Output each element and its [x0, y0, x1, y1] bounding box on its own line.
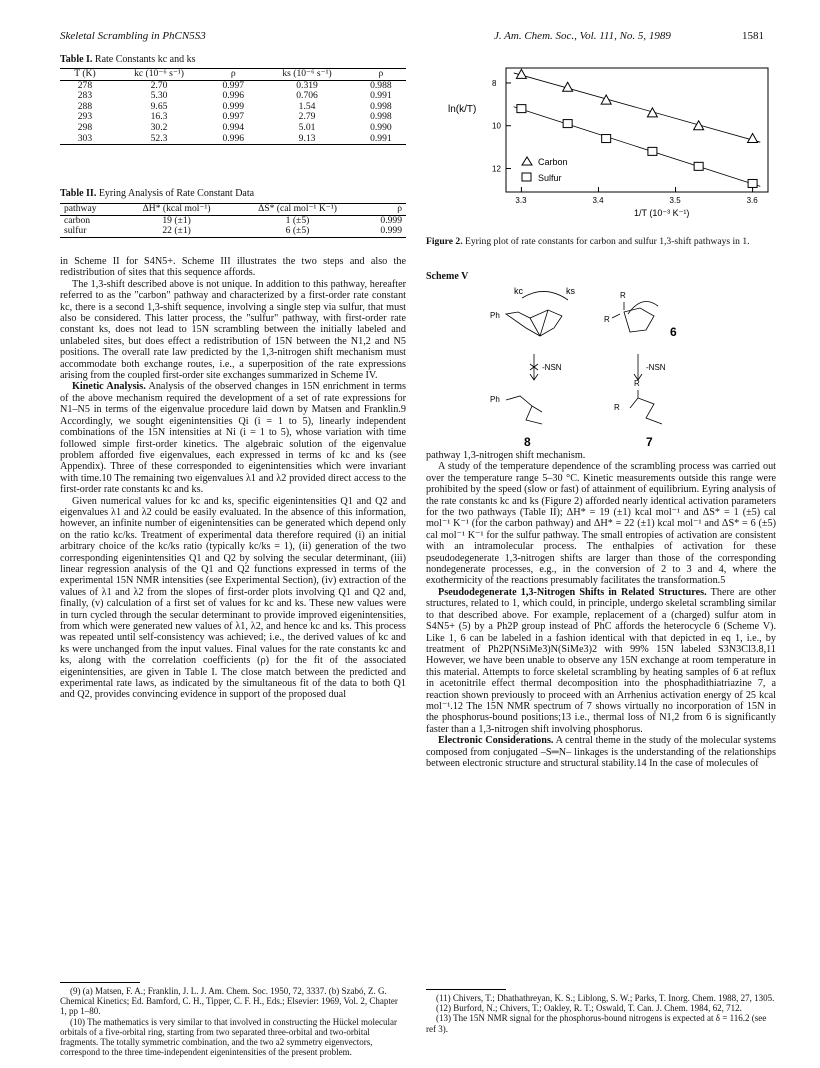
label-r-product-left: R — [614, 403, 620, 412]
table2 — [60, 203, 406, 238]
table-row — [60, 134, 406, 145]
footnote: (9) (a) Matsen, F. A.; Franklin, J. L. J. Am. Chem. Soc. 1950, 72, 3337. (b) Szabó, Z. G. Chemical Kinetics; Ed. Bamford, C. H., Tipper, C. F. H., Eds.; Elsevier: 1969, Vol. 2, Chapter 1, pp 1–80. — [60, 986, 398, 1017]
table-cell: 0.996 — [208, 134, 258, 145]
table1 — [60, 68, 406, 145]
paragraph: pathway 1,3-nitrogen shift mechanism. — [426, 450, 586, 461]
table-cell: 0.994 — [222, 121, 245, 133]
table-cell: 5.01 — [298, 121, 316, 133]
x-tick-label: 3.5 — [669, 196, 681, 205]
x-tick-label: 3.3 — [515, 196, 527, 205]
left-column-text — [60, 256, 406, 701]
table2-header: ΔS* (cal mol⁻¹ K⁻¹) — [233, 204, 362, 216]
table1-header: ρ — [356, 69, 406, 81]
sulfur-data-point — [602, 135, 611, 143]
x-tick-label: 3.4 — [592, 196, 604, 205]
table-cell: 0.990 — [370, 121, 392, 133]
paragraph-text: There are other structures, related to 1, which could, in principle, undergo skeletal scrambling similar to that described above. For example, replacement of a (charged) sulfur atom in S4N5+ (5) by a Ph2P group instead of PhC affords the heterocycle 6 (Scheme V). Like 1, 6 can be labeled in a fashion identical with that depicted in eq 1, i.e., by treatment of Ph2P(NSiMe3)N(SiMe3)2 with 99% 15N labeled S3N3Cl3.8,11 However, we have been unable to observe any 15N exchange at room temperature in this material. Attempts to force skeletal scrambling by heating samples of 6 at reflux in acetonitrile effect thermal decomposition into the phosphadithiatriazine 7, a reaction shown previously to proceed with an Arrhenius activation energy of 25 kcal mol⁻¹.12 The 15N NMR spectrum of 7 shows virtually no incorporation of 15N in the phosphorus-bound positions;13 i.e., thermal loss of N1,2 from 6 is significantly faster than a 1,3-nitrogen shift involving phosphorus. — [426, 586, 777, 735]
legend-square-marker — [522, 173, 531, 181]
paragraph — [60, 381, 406, 495]
table2-header: ρ — [362, 204, 406, 216]
scheme5-diagram — [470, 282, 710, 450]
table1-caption-label: Table I. — [60, 54, 93, 65]
table1-caption — [60, 54, 195, 65]
table-cell: 1 (±5) — [285, 214, 310, 226]
compound-6-label: 6 — [670, 325, 677, 339]
table-cell: 0.991 — [370, 90, 392, 102]
table-cell: 9.13 — [258, 134, 355, 145]
table-cell: carbon — [64, 214, 91, 226]
table-cell: 0.991 — [356, 134, 406, 145]
table2-caption-label: Table II. — [60, 188, 97, 199]
right-column-text — [426, 450, 776, 769]
label-r-product-top: R — [634, 379, 640, 388]
table-cell: 6 (±5) — [233, 226, 362, 237]
sulfur-data-point — [563, 120, 572, 128]
carbon-data-point — [647, 108, 657, 117]
table2-caption-text: Eyring Analysis of Rate Constant Data — [98, 188, 255, 199]
label-minus-nsn-right: -NSN — [646, 363, 666, 372]
table-cell: 0.998 — [370, 111, 392, 123]
section-heading: Electronic Considerations. — [438, 735, 554, 747]
footnote: (10) The mathematics is very similar to that involved in constructing the Hückel molecular orbitals of a five-orbital ring, starting from two separated three-orbital and two-orbital fragments. The totally symmetric combination, and the two a2 symmetry eigenvectors, correspond to the three time-independent eigenintensities of the present problem. — [60, 1016, 397, 1058]
table-cell: 0.706 — [296, 90, 318, 102]
footnote: (13) The 15N NMR signal for the phosphorus-bound nitrogens is expected at δ = 116.2 (see ref 3). — [426, 1013, 767, 1034]
legend-sulfur: Sulfur — [538, 173, 562, 183]
section-heading: Pseudodegenerate 1,3-Nitrogen Shifts in Related Structures. — [438, 586, 707, 598]
table-cell: 5.30 — [150, 90, 168, 102]
table-cell: 1.54 — [298, 100, 316, 112]
table2-header: pathway — [60, 204, 120, 216]
carbon-fit-line — [514, 73, 761, 142]
sulfur-data-point — [517, 105, 526, 113]
label-minus-nsn-left: -NSN — [542, 363, 562, 372]
arrow-curve-right — [628, 302, 658, 315]
label-ph: Ph — [490, 311, 500, 320]
legend-triangle-marker — [522, 157, 532, 165]
arrow-curve — [522, 291, 568, 300]
table2-header: ΔH* (kcal mol⁻¹) — [120, 204, 233, 216]
label-r-top: R — [620, 291, 626, 300]
table1-header: kc (10⁻⁶ s⁻¹) — [110, 69, 208, 81]
ring-bonds-left — [506, 310, 562, 336]
table1-header: ks (10⁻⁶ s⁻¹) — [258, 69, 355, 81]
table-cell: 0.999 — [380, 214, 402, 226]
figure2-caption-text: Eyring plot of rate constants for carbon and sulfur 1,3-shift pathways in 1. — [465, 236, 750, 247]
table-cell: 303 — [60, 134, 110, 145]
table-cell: 22 (±1) — [120, 226, 233, 237]
y-tick-label: 8 — [492, 78, 497, 88]
paragraph: The 1,3-shift described above is not unique. In addition to this pathway, hereafter referred to as the "carbon" pathway and characterized by a first-order rate constant kc, there is a second 1,3-shift sequence, involving a single step via sulfur, that must also be considered. This latter process, the "sulfur" pathway, with first-order rate constant ks, does not lead to 15N scrambling between the initially labeled and unlabeled sites, but does effect a redistribution of 15N between the N1,2 and N5 positions. The overall rate law predicted by the 1,3-nitrogen shift mechanism must accommodate both exchange routes, i.e., a superposition of the rate expressions arising from the coupled first-order site exchanges summarized in Scheme IV. — [60, 278, 406, 382]
sulfur-data-point — [648, 147, 657, 155]
sulfur-data-point — [694, 162, 703, 170]
right-footnotes — [426, 993, 776, 1034]
footnote: (12) Burford, N.; Chivers, T.; Oakley, R. T.; Oswald, T. Can. J. Chem. 1984, 62, 712. — [436, 1003, 742, 1014]
x-tick-label: 3.6 — [746, 196, 758, 205]
table-cell: 0.999 — [362, 226, 406, 237]
table-cell: 30.2 — [150, 121, 168, 133]
paragraph: A study of the temperature dependence of the scrambling process was carried out over the temperature range 5–30 °C. Kinetic measurements outside this range were prohibited by the speed (slow or fast) of attainment of equilibrium. Eyring analysis of the rate constants kc and ks (Figure 2) afforded nearly identical activation parameters for the two pathways (Table II); ΔH* = 19 (±1) kcal mol⁻¹ and ΔS* = 1 (±5) cal mol⁻¹ K⁻¹ (for the carbon pathway) and ΔH* = 22 (±1) kcal mol⁻¹ and ΔS* = 6 (±5) cal mol⁻¹ K⁻¹ for the sulfur pathway. The small entropies of activation are consistent with an intramolecular process. The enthalpies of activation for these pseudodegenerate 1,3-nitrogen shifts are larger than those of the corresponding nondegenerate processes, e.g., in the conversion of 2 to 3 and 4, where the exothermicity of the reactions presumably facilitates the transformation.5 — [426, 461, 776, 587]
table-cell: 298 — [77, 121, 93, 133]
table-cell: 293 — [77, 111, 93, 123]
figure2-caption — [426, 236, 776, 247]
table-cell: 9.65 — [150, 100, 168, 112]
table-cell: 52.3 — [110, 134, 208, 145]
table-cell: 278 — [77, 79, 93, 91]
page-number: 1581 — [742, 30, 764, 42]
compound-7-label: 7 — [646, 435, 653, 449]
product8-bonds — [506, 396, 542, 424]
y-tick-label: 12 — [492, 164, 501, 174]
table-cell: 0.997 — [222, 111, 245, 123]
table-cell: 16.3 — [150, 111, 168, 123]
table-cell: 2.79 — [298, 111, 316, 123]
table-cell: 19 (±1) — [162, 214, 191, 226]
carbon-data-point — [694, 121, 704, 130]
reaction-arrow-right — [634, 354, 642, 380]
table-cell: 0.996 — [222, 90, 245, 102]
paragraph-text: Analysis of the observed changes in 15N enrichment in terms of the above mechanism required the development of a set of rate expressions for N1–N5 in terms of the eigenvalue procedure laid down by Matsen and Franklin.9 Accordingly, we sought eigenintensities Qi (i = 1 to 5), linearly independent combinations of the 15N intensities at Ni (i = 1 to 5), whose variation with time followed simple first-order kinetics. The algebraic solution of the eigenvalue problem afforded five eigenvalues, each expressed in terms of kc and ks (see Appendix). Three of these corresponded to eigenintensities which were invariant with time.10 The remaining two eigenvalues λ1 and λ2 provided direct access to the first-order rate constants kc and ks. — [60, 381, 406, 496]
running-header-left: Skeletal Scrambling in PhCN5S3 — [60, 30, 206, 42]
table1-header: T (K) — [60, 69, 110, 81]
ring-bonds-right — [624, 308, 654, 332]
figure2-chart — [440, 48, 780, 220]
paragraph — [426, 587, 776, 735]
label-ph-product: Ph — [490, 395, 500, 404]
table-row — [60, 215, 406, 226]
paragraph — [426, 735, 776, 769]
footnote: (11) Chivers, T.; Dhathathreyan, K. S.; Liblong, S. W.; Parks, T. Inorg. Chem. 1988, 27, 1305. — [436, 993, 775, 1003]
sulfur-data-point — [748, 179, 757, 187]
table1-caption-text: Rate Constants kc and ks — [94, 54, 196, 65]
footnote-rule — [426, 989, 506, 990]
compound-8-label: 8 — [524, 435, 531, 449]
paragraph: in Scheme II for S4N5+. Scheme III illustrates the two steps and also the redistribution of sites that this sequence affords. — [60, 256, 406, 279]
carbon-data-point — [748, 134, 758, 143]
table-cell: sulfur — [60, 226, 120, 237]
figure2-caption-label: Figure 2. — [426, 236, 463, 247]
y-axis-label: ln(k/T) — [448, 104, 477, 115]
substituent-bonds — [612, 302, 624, 318]
y-tick-label: 10 — [492, 121, 501, 131]
paragraph: Given numerical values for kc and ks, specific eigenintensities Q1 and Q2 and eigenvalues λ1 and λ2 could be easily evaluated. In the absence of this information, however, an infinite number of eigenintensities can be generated which depend only on the ratio kc/ks. Treatment of experimental data therefore required (i) an initial arbitrary choice of the kc/ks ratio (typically kc/ks = 1), (ii) generation of the two corresponding eigenintensities Q1 and Q2 by solving the secular determinant, (iii) linear regression analysis of the Q1 and Q2 functions expressed in terms of the experimental 15N NMR intensities (see Experimental Section), (iv) extraction of the values of λ1 and λ2 from the slopes of first-order plots involving Q1 and Q2 and, finally, (v) calculation of a first set of values for kc and ks. These new values were in turn cycled through the secular determinant to provide improved eigenintensities, from which were generated new values of λ1, λ2, and hence kc and ks. This process was repeated until self-consistency was achieved; i.e., the derived values of kc and ks were unchanged from the input values. Final values for the rate constants kc and ks, along with the correlation coefficients (ρ) for the fit of the associated eigenintensities, are given in Table I. The close match between the predicted and experimental rate laws, as indicated by the simultaneous fit of the data to both Q1 and Q2, provides convincing evidence in support of the proposed dual — [60, 495, 406, 701]
product7-bonds — [630, 390, 662, 424]
section-heading: Kinetic Analysis. — [72, 381, 146, 393]
footnote-rule — [60, 982, 140, 983]
running-header-right: J. Am. Chem. Soc., Vol. 111, No. 5, 1989 — [494, 30, 671, 42]
legend-carbon: Carbon — [538, 157, 568, 167]
scheme5-title: Scheme V — [426, 271, 469, 282]
label-kc: kc — [514, 286, 523, 296]
label-ks: ks — [566, 286, 575, 296]
table-cell: 288 — [77, 100, 93, 112]
table-cell: 0.999 — [222, 100, 245, 112]
label-r-left: R — [604, 315, 610, 324]
table-cell: 283 — [77, 90, 93, 102]
table1-header: ρ — [208, 69, 258, 81]
table-cell: 0.998 — [370, 100, 392, 112]
table-cell: 0.988 — [370, 79, 392, 91]
table-row — [60, 123, 406, 134]
table-row — [60, 226, 406, 237]
table-cell: 0.997 — [222, 79, 245, 91]
table-cell: 2.70 — [150, 79, 168, 91]
left-footnotes — [60, 986, 406, 1057]
paragraph-text: A central theme in the study of the molecular systems composed from conjugated –S═N– linkages is the understanding of the relationships between electronic structure and structural stability.14 In the case of molecules of — [426, 735, 776, 769]
table2-caption — [60, 188, 254, 199]
table-cell: 0.319 — [296, 79, 318, 91]
x-axis-label: 1/T (10⁻³ K⁻¹) — [634, 208, 690, 218]
